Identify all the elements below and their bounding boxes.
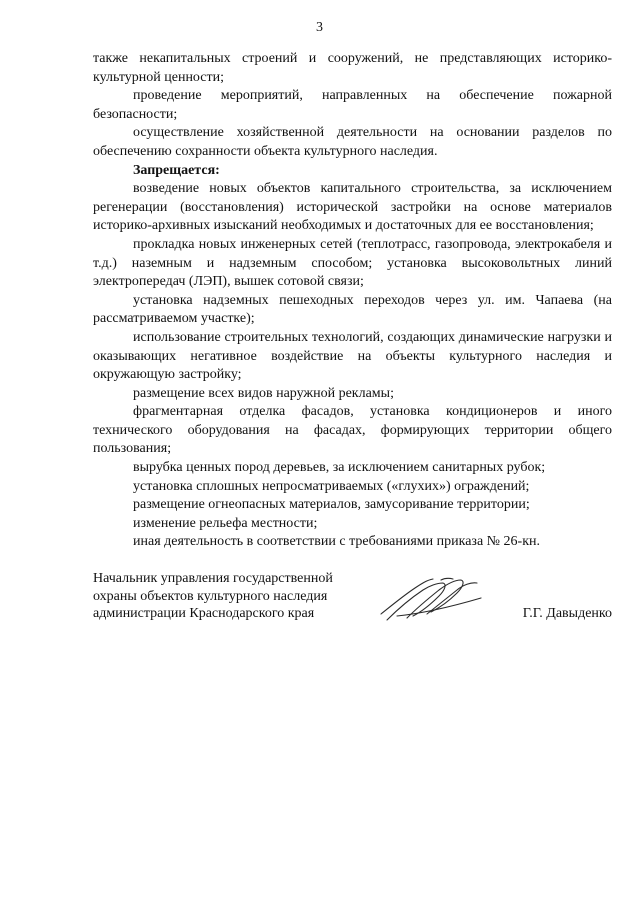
paragraph: прокладка новых инженерных сетей (теплотрасс, газопровода, электрокабеля и т.д.) наземным и надземным способом; установка высоковольтных линий электропередач (ЛЭП), вышек сотовой связи;: [93, 236, 612, 290]
signature-block: [93, 570, 612, 640]
paragraph: установка надземных пешеходных переходов через ул. им. Чапаева (на рассматриваемом участке);: [93, 292, 612, 327]
paragraph: проведение мероприятий, направленных на обеспечение пожарной безопасности;: [93, 88, 612, 122]
paragraph: размещение всех видов наружной рекламы;: [133, 385, 394, 401]
paragraph: размещение огнеопасных материалов, замусоривание территории;: [133, 497, 530, 513]
signer-title: [93, 570, 333, 623]
paragraph: также некапитальных строений и сооружений, не представляющих историко-культурной ценности;: [93, 51, 612, 85]
paragraph: изменение рельефа местности;: [133, 515, 318, 531]
paragraph: осуществление хозяйственной деятельности на основании разделов по обеспечению сохранности объекта культурного наследия.: [93, 125, 612, 159]
page-number: 3: [316, 20, 323, 35]
paragraph: использование строительных технологий, создающих динамические нагрузки и оказывающих негативное воздействие на объекты культурного наследия и окружающую застройку;: [93, 329, 612, 383]
section-heading-prohibited: Запрещается:: [133, 162, 220, 178]
paragraph: вырубка ценных пород деревьев, за исключением санитарных рубок;: [133, 460, 546, 476]
signer-title-line: Начальник управления государственной: [93, 571, 333, 586]
signer-title-line: администрации Краснодарского края: [93, 606, 315, 621]
signer-title-line: охраны объектов культурного наследия: [93, 588, 328, 604]
signer-name: Г.Г. Давыденко: [522, 606, 612, 621]
document-body: [93, 50, 612, 552]
paragraph: фрагментарная отделка фасадов, установка кондиционеров и иного технического оборудования на фасадах, формирующих территории общего пользования;: [93, 404, 612, 457]
paragraph: иная деятельность в соответствии с требованиями приказа № 26-кн.: [133, 534, 540, 550]
paragraph: возведение новых объектов капитального строительства, за исключением регенерации (восстановления) исторической застройки на основе материалов историко-архивных изысканий необходимых и достаточных для ее восстановления;: [93, 181, 612, 234]
paragraph: установка сплошных непросматриваемых («глухих») ограждений;: [133, 478, 530, 494]
handwritten-signature-icon: [377, 570, 485, 630]
